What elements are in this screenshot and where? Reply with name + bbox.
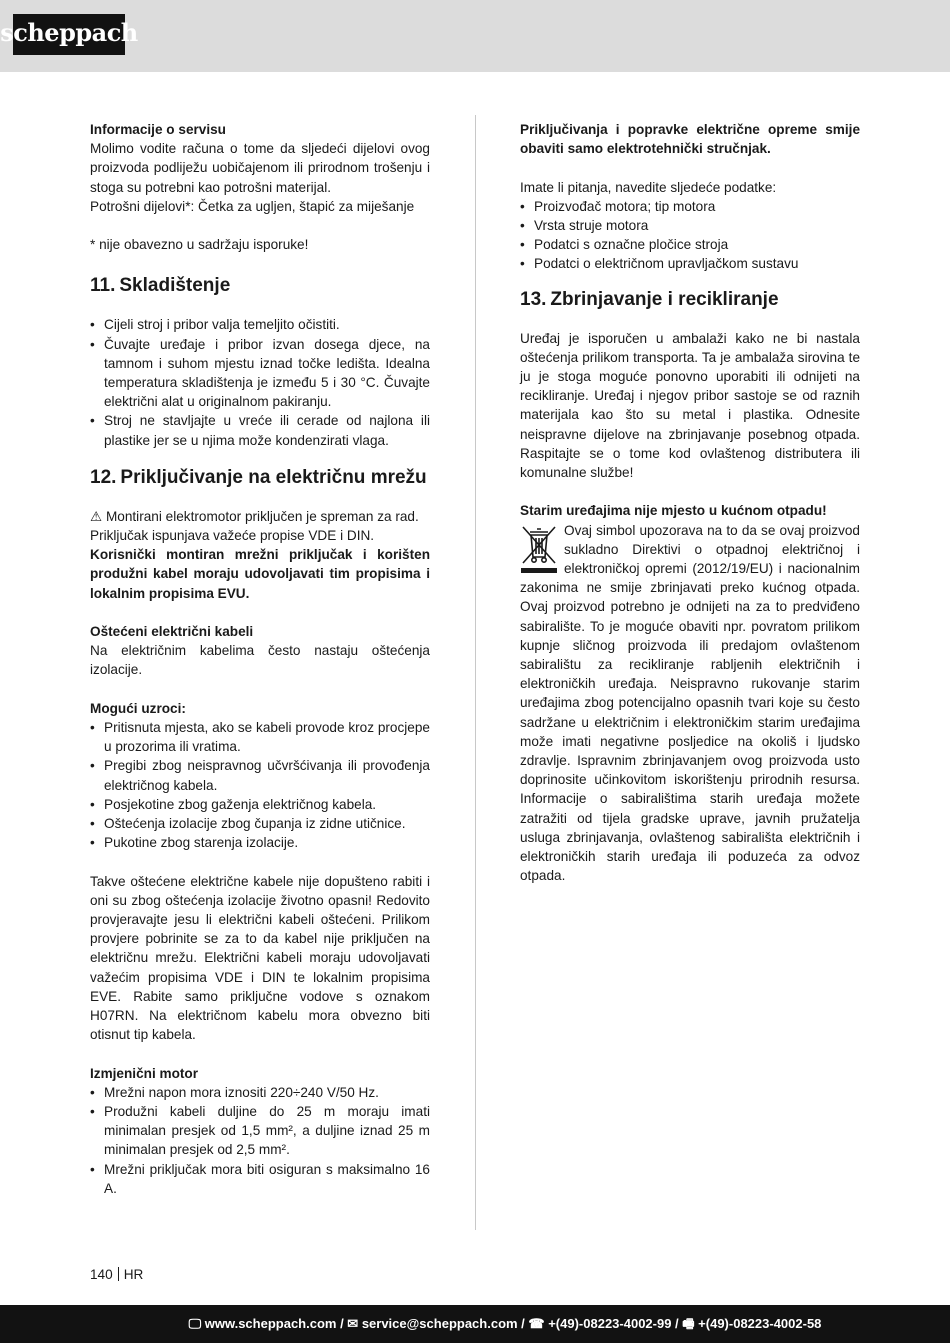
footer-website[interactable]: www.scheppach.com /	[204, 1316, 344, 1332]
footer-fax: +(49)-08223-4002-58	[698, 1316, 822, 1332]
section-12-number: 12.	[90, 466, 117, 488]
service-title: Informacije o servisu	[90, 122, 226, 137]
ac-motor-title: Izmjenični motor	[90, 1065, 199, 1081]
section-13-number: 13.	[520, 288, 547, 310]
ac-motor-list	[90, 1083, 430, 1198]
language-code: HR	[123, 1267, 144, 1282]
list-item: • Mrežni napon mora iznositi 220÷240 V/50 Hz.	[90, 1083, 430, 1102]
fax-icon: 🖷	[678, 1316, 699, 1332]
right-column	[520, 120, 860, 885]
causes-list	[90, 718, 430, 852]
storage-list	[90, 315, 430, 449]
page-number-value: 140	[90, 1267, 113, 1282]
warning-paragraph: ⚠ Montirani elektromotor priključen je spreman za rad.	[90, 508, 419, 524]
list-item: • Produžni kabeli duljine do 25 m moraju imati minimalan presjek od 1,5 mm², a duljine iznad 25 m minimalan presjek od 2,5 mm².	[90, 1102, 430, 1160]
list-item: • Pregibi zbog neispravnog učvršćivanja ili provođenja električnog kabela.	[90, 756, 430, 794]
questions-paragraph: Imate li pitanja, navedite sljedeće podatke:	[520, 179, 777, 195]
repairs-notice: Priključivanja i popravke električne opreme smije obaviti samo elektrotehnički stručnjak.	[520, 122, 860, 157]
section-11-number: 11.	[90, 275, 116, 297]
list-item: • Čuvajte uređaje i pribor izvan dosega djece, na tamnom i suhom mjestu iznad točke ledišta. Idealna temperatura skladištenja je između 5 i 30 °C. Čuvajte električni alat u originalnom pakiranju.	[90, 335, 430, 412]
list-item: • Podatci s označne pločice stroja	[520, 235, 860, 254]
vde-paragraph: Priključak ispunjava važeće propise VDE i DIN.	[90, 528, 375, 544]
disposal-paragraph: Uređaj je isporučen u ambalaži kako ne bi nastala oštećenja prilikom transporta. Ta je ambalaža sirovina te ju je stoga moguće ponovno uporabiti ili odnijeti na recikliranje. Uređaj i njegov pribor sastoje se od raznih materijala kao što su metal i plastika. Odnesite neispravne dijelove na zbrinjavanje posebnog otpada. Raspitajte se o tome kod ovlaštenog distributera ili komunalne službe!	[520, 330, 860, 481]
weee-block	[520, 521, 860, 886]
damaged-cables-title: Oštećeni električni kabeli	[90, 624, 254, 640]
list-item: • Posjekotine zbog gaženja električnog kabela.	[90, 795, 430, 814]
list-item: • Vrsta struje motora	[520, 216, 860, 235]
monitor-icon: 🖵	[188, 1316, 205, 1332]
section-12-heading	[90, 466, 430, 490]
list-item: • Pukotine zbog starenja izolacije.	[90, 833, 430, 852]
questions-list	[520, 197, 860, 274]
cables-warning-paragraph: Takve oštećene električne kabele nije dopušteno rabiti i oni su zbog oštećenja izolacije životno opasni! Redovito provjeravajte jesu li električni kabeli oštećeni. Prilikom provjere pobrinite se za to da kabel nije priključen na električnu mrežu. Električni kabeli moraju udovoljavati važećim propisima VDE i DIN te lokalnim propisima EVE. Rabite samo priključne vodove s oznakom H07RN. Na električnom kabelu mora obvezno biti otisnut tip kabela.	[90, 873, 430, 1043]
page-separator	[118, 1267, 119, 1281]
consumables-paragraph: Potrošni dijelovi*: Četka za ugljen, štapić za miješanje	[90, 198, 415, 214]
section-11-title: Skladištenje	[119, 275, 231, 297]
mail-icon: ✉	[343, 1316, 362, 1332]
header-band	[0, 0, 950, 72]
weee-paragraph: Ovaj simbol upozorava na to da se ovaj proizvod sukladno Direktivi o otpadnoj električnoj i elektroničkoj opremi (2012/19/EU) i nacionalnim zakonima ne smije zbrinjavati preko kućnog otpada. Ovaj proizvod potrebno je odnijeti na za to predviđeno sabiralište. To je moguće obaviti npr. povratom prilikom kupnje sličnog proizvoda ili predajom ovlaštenom sabiralištu za recikliranje rabljenih električnih i elektroničkih uređaja. Neispravno rukovanje starim uređajima zbog potencijalno opasnih tvari koje su često sadržane u električnim i elektroničkim starim uređajima može imati negativne posljedice na okoliš i ljudsko zdravlje. Ispravnim zbrinjavanjem ovog proizvoda usto doprinosite učinkovitom iskorištenju prirodnih resursa. Informacije o sabiralištima starih uređaja možete zatražiti od tijela gradske uprave, javnih pružatelja usluga zbrinjavanja, ovlaštenog sabirališta električnih i elektroničkih starih uređaja ili poduzeća za odvoz otpada.	[520, 522, 860, 884]
old-devices-title: Starim uređajima nije mjesto u kućnom otpadu!	[520, 503, 827, 519]
delivery-note: * nije obavezno u sadržaju isporuke!	[90, 237, 309, 253]
crossed-out-wheelie-bin-icon	[520, 523, 558, 575]
scheppach-logo	[0, 14, 138, 55]
list-item: • Oštećenja izolacije zbog čupanja iz zidne utičnice.	[90, 814, 430, 833]
section-11-heading	[90, 274, 430, 298]
list-item: • Proizvođač motora; tip motora	[520, 197, 860, 216]
column-divider	[475, 115, 476, 1230]
section-13-title: Zbrinjavanje i recikliranje	[550, 288, 779, 310]
section-12-title: Priključivanje na električnu mrežu	[120, 466, 427, 488]
logo-text: scheppach	[0, 18, 138, 48]
footer-email[interactable]: service@scheppach.com /	[361, 1316, 525, 1332]
footer-phone: +(49)-08223-4002-99 /	[548, 1316, 679, 1332]
page-number	[90, 1265, 143, 1284]
phone-icon: ☎	[524, 1316, 549, 1332]
connection-requirements: Korisnički montiran mrežni priključak i korišten produžni kabel moraju udovoljavati tim propisima i lokalnim propisima EVU.	[90, 547, 430, 601]
list-item: • Mrežni priključak mora biti osiguran s maksimalno 16 A.	[90, 1160, 430, 1198]
causes-title: Mogući uzroci:	[90, 700, 186, 716]
section-13-heading	[520, 288, 860, 312]
left-column	[90, 120, 430, 1198]
list-item: • Pritisnuta mjesta, ako se kabeli provode kroz procjepe u prozorima ili vratima.	[90, 718, 430, 756]
service-paragraph: Molimo vodite računa o tome da sljedeći dijelovi ovog proizvoda podliježu uobičajenom ili prirodnom trošenju i stoga su potrebni kao potrošni materijal.	[90, 141, 430, 195]
list-item: • Podatci o električnom upravljačkom sustavu	[520, 254, 860, 273]
list-item: • Cijeli stroj i pribor valja temeljito očistiti.	[90, 315, 430, 334]
damaged-cables-paragraph: Na električnim kabelima često nastaju oštećenja izolacije.	[90, 643, 430, 678]
list-item: • Stroj ne stavljajte u vreće ili cerade od najlona ili plastike jer se u njima može kondenzirati vlaga.	[90, 411, 430, 449]
footer-bar	[0, 1305, 950, 1343]
